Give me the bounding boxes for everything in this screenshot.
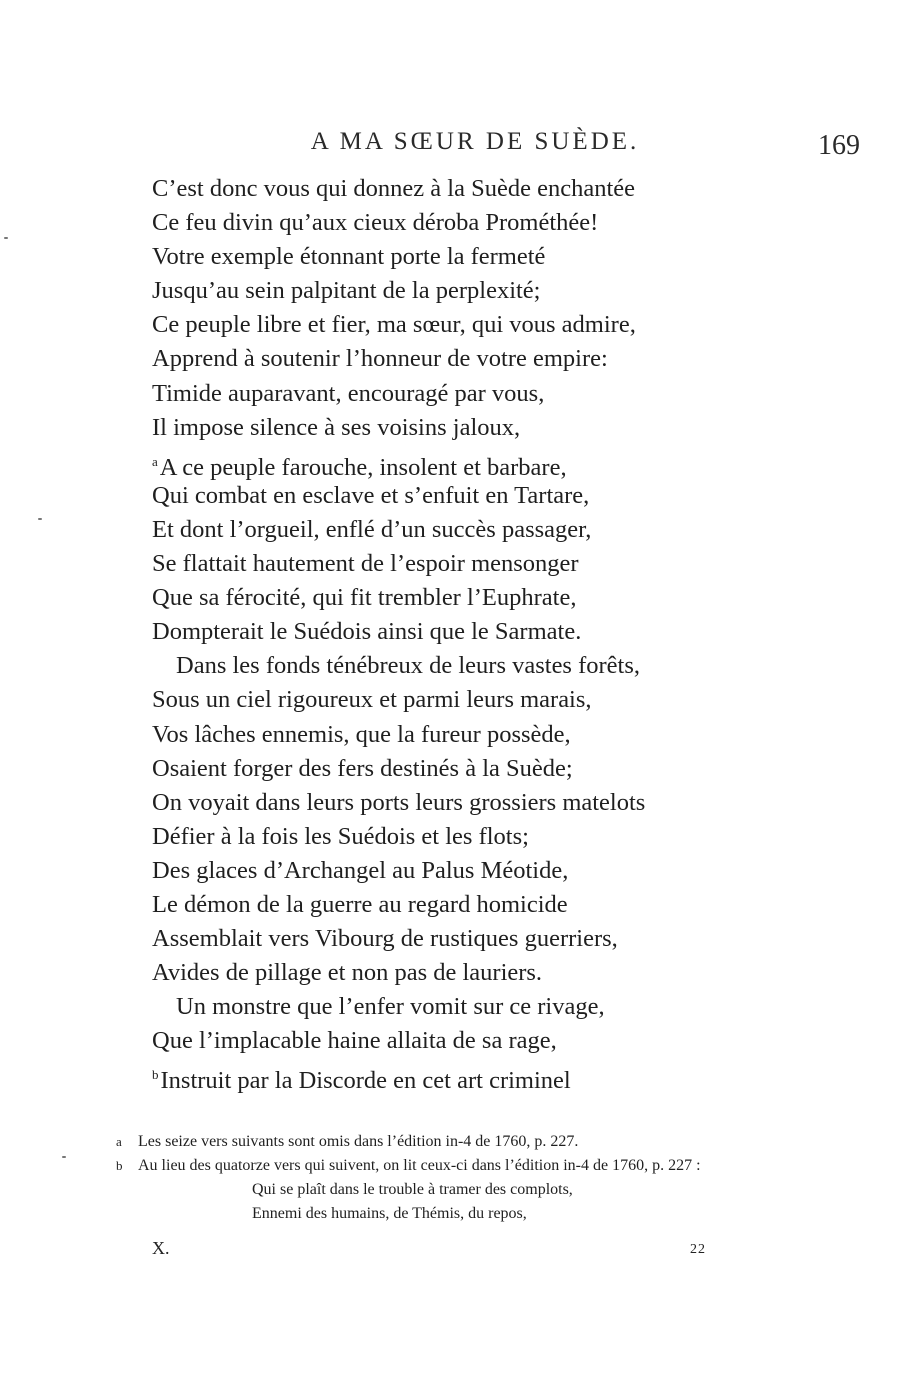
verse-line <box>152 615 852 649</box>
verse-text: Ce peuple libre et fier, ma sœur, qui vous admire, <box>152 311 636 339</box>
verse-text: Dompterait le Suédois ainsi que le Sarmate. <box>152 618 582 646</box>
verse-text: Jusqu’au sein palpitant de la perplexité; <box>152 277 541 305</box>
paper-speck <box>4 237 8 239</box>
footnote-quote-line: Ennemi des humains, de Thémis, du repos, <box>252 1205 527 1222</box>
verse-line <box>152 513 852 547</box>
verse-text: A ce peuple farouche, insolent et barbare, <box>159 453 567 481</box>
verse-line <box>152 956 852 990</box>
verse-text: Défier à la fois les Suédois et les flots; <box>152 822 529 850</box>
footnote-reference: b <box>152 1067 159 1083</box>
verse-text: Des glaces d’Archangel au Palus Méotide, <box>152 856 569 884</box>
verse-line <box>152 990 852 1024</box>
verse-text: Apprend à soutenir l’honneur de votre empire: <box>152 345 608 373</box>
verse-line <box>152 547 852 581</box>
verse-text: Votre exemple étonnant porte la fermeté <box>152 243 546 271</box>
verse-line <box>152 888 852 922</box>
verse-line <box>152 308 852 342</box>
footnote-quote-line: Qui se plaît dans le trouble à tramer des complots, <box>252 1181 573 1198</box>
verse-line <box>152 172 852 206</box>
verse-text: Dans les fonds ténébreux de leurs vastes forêts, <box>176 652 641 680</box>
verse-text: Le démon de la guerre au regard homicide <box>152 890 568 918</box>
running-title: A MA SŒUR DE SUÈDE. <box>310 128 640 155</box>
page-number: 169 <box>818 130 860 161</box>
footnote-text: Au lieu des quatorze vers qui suivent, on lit ceux-ci dans l’édition in-4 de 1760, p. 227 : <box>138 1157 701 1174</box>
verse-line <box>152 752 852 786</box>
footnotes <box>116 1130 856 1226</box>
verse-line <box>152 206 852 240</box>
verse-text: Et dont l’orgueil, enflé d’un succès passager, <box>152 515 592 543</box>
verse-line <box>152 786 852 820</box>
verse-line <box>152 854 852 888</box>
verse-line <box>152 445 852 479</box>
verse-line <box>152 649 852 683</box>
verse-text: Que sa férocité, qui fit trembler l’Euphrate, <box>152 584 577 612</box>
footnote-mark: a <box>116 1134 122 1149</box>
verse-line <box>152 820 852 854</box>
verse-line <box>152 377 852 411</box>
verse-text: Sous un ciel rigoureux et parmi leurs marais, <box>152 686 592 714</box>
verse-text: Instruit par la Discorde en cet art criminel <box>160 1067 571 1095</box>
verse-line <box>152 1024 852 1058</box>
verse-line <box>152 1058 852 1095</box>
verse-text: Osaient forger des fers destinés à la Suède; <box>152 754 573 782</box>
verse-text: Ce feu divin qu’aux cieux déroba Prométhée! <box>152 209 599 237</box>
paper-speck <box>62 1156 66 1158</box>
verse-line <box>152 718 852 752</box>
verse-text: Assemblait vers Vibourg de rustiques guerriers, <box>152 925 618 953</box>
verse-line <box>152 581 852 615</box>
verse-text: Un monstre que l’enfer vomit sur ce rivage, <box>176 993 605 1021</box>
verse-text: Avides de pillage et non pas de lauriers. <box>152 959 543 987</box>
verse-line <box>152 342 852 376</box>
volume-signature: X. <box>152 1238 170 1258</box>
footnote-a <box>116 1130 856 1154</box>
verse-text: C’est donc vous qui donnez à la Suède enchantée <box>152 175 636 202</box>
verse-text: Se flattait hautement de l’espoir mensonger <box>152 550 579 578</box>
verse-text: Qui combat en esclave et s’enfuit en Tartare, <box>152 481 590 509</box>
verse-text: Il impose silence à ses voisins jaloux, <box>152 413 521 441</box>
footnote-reference: a <box>152 453 158 469</box>
verse-line <box>152 683 852 717</box>
sheet-signature: 22 <box>690 1242 706 1257</box>
verse-line <box>152 922 852 956</box>
verse-text: Que l’implacable haine allaita de sa rage, <box>152 1027 557 1055</box>
verse-line <box>152 411 852 445</box>
verse-text: On voyait dans leurs ports leurs grossiers matelots <box>152 788 646 816</box>
footnote-mark: b <box>116 1158 123 1173</box>
verse-text: Vos lâches ennemis, que la fureur possède, <box>152 720 571 748</box>
paper-speck <box>38 518 42 520</box>
verse-text: Timide auparavant, encouragé par vous, <box>152 379 545 407</box>
poem-verse <box>152 172 852 1093</box>
verse-line <box>152 479 852 513</box>
verse-line <box>152 240 852 274</box>
footnote-text: Les seize vers suivants sont omis dans l’édition in-4 de 1760, p. 227. <box>138 1133 579 1150</box>
verse-line <box>152 274 852 308</box>
footnote-b <box>116 1154 856 1178</box>
